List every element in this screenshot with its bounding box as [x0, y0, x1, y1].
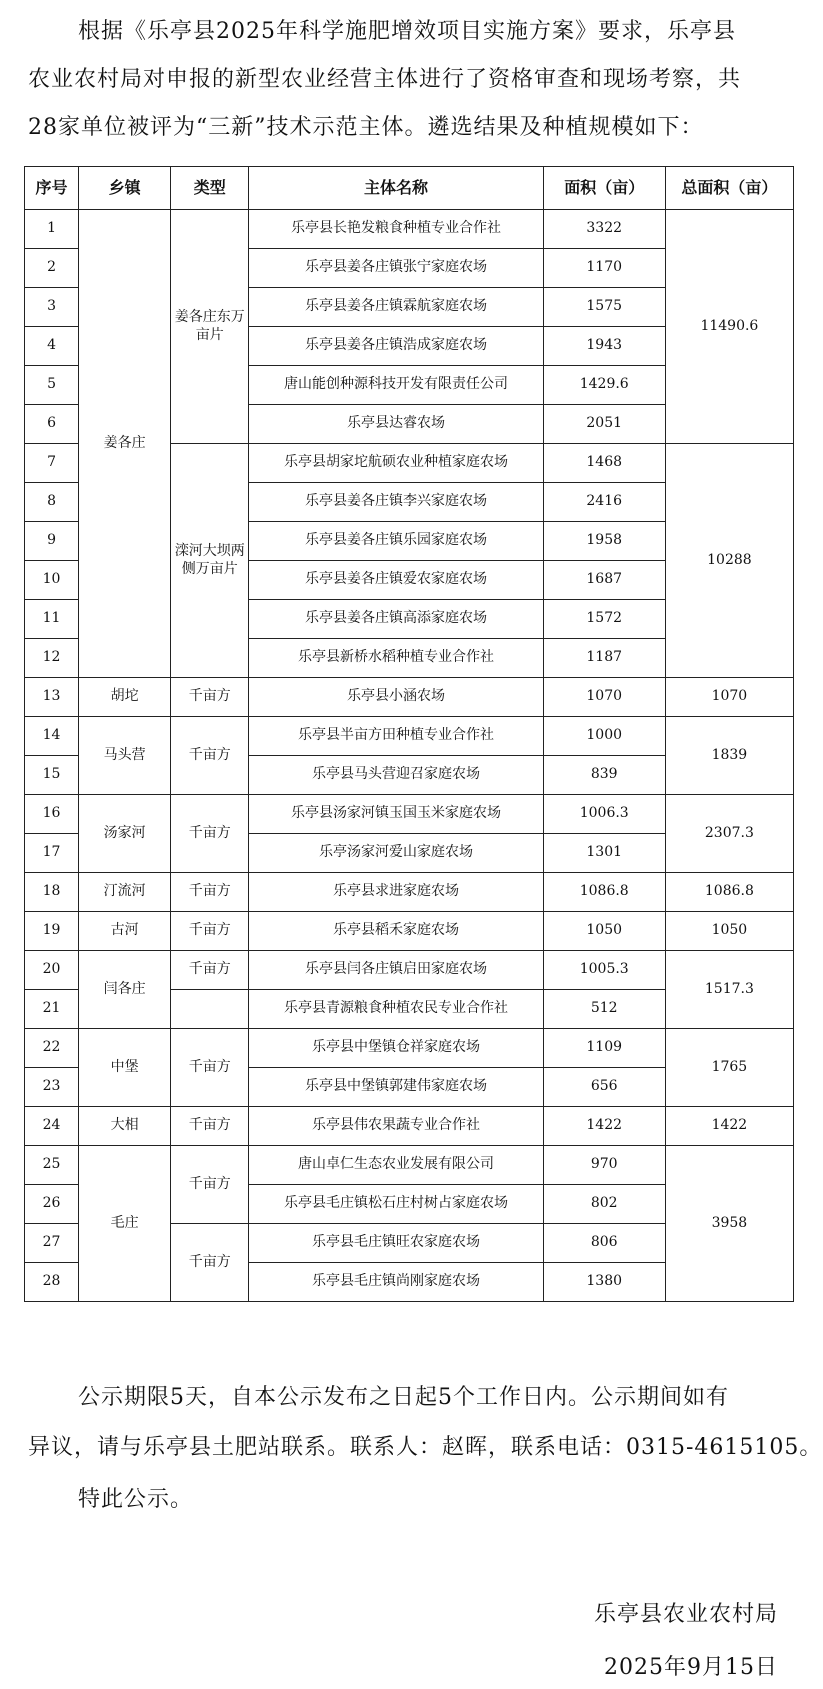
town-cell: 大相 — [79, 1107, 171, 1146]
total-area-cell: 1839 — [665, 717, 793, 795]
intro-line-1: 根据《乐亭县2025年科学施肥增效项目实施方案》要求，乐亭县 — [78, 19, 736, 44]
type-cell: 千亩方 — [171, 1029, 249, 1107]
total-area-cell: 1070 — [665, 678, 793, 717]
entity-name: 乐亭县青源粮食种植农民专业合作社 — [249, 990, 543, 1029]
total-area-cell: 11490.6 — [665, 210, 793, 444]
type-cell: 千亩方 — [171, 795, 249, 873]
area-cell: 1070 — [543, 678, 665, 717]
type-cell: 千亩方 — [171, 1224, 249, 1302]
intro-line-2: 农业农村局对申报的新型农业经营主体进行了资格审查和现场考察，共 — [28, 67, 742, 92]
row-no: 20 — [25, 951, 79, 990]
row-no: 19 — [25, 912, 79, 951]
area-cell: 2051 — [543, 405, 665, 444]
row-no: 21 — [25, 990, 79, 1029]
row-no: 18 — [25, 873, 79, 912]
entity-name: 乐亭县毛庄镇旺农家庭农场 — [249, 1224, 543, 1263]
total-area-cell: 3958 — [665, 1146, 793, 1302]
town-cell: 姜各庄 — [79, 210, 171, 678]
entity-name: 乐亭县小涵农场 — [249, 678, 543, 717]
row-no: 8 — [25, 483, 79, 522]
type-cell: 千亩方 — [171, 717, 249, 795]
row-no: 7 — [25, 444, 79, 483]
total-area-cell: 1050 — [665, 912, 793, 951]
area-cell: 1086.8 — [543, 873, 665, 912]
entity-name: 乐亭县闫各庄镇启田家庭农场 — [249, 951, 543, 990]
type-cell: 千亩方 — [171, 1107, 249, 1146]
header-town: 乡镇 — [79, 167, 171, 210]
type-cell: 千亩方 — [171, 678, 249, 717]
total-area-cell: 1086.8 — [665, 873, 793, 912]
row-no: 3 — [25, 288, 79, 327]
notice-line-2: 异议，请与乐亭县土肥站联系。联系人：赵晖，联系电话：0315-4615105。 — [28, 1435, 823, 1460]
row-no: 23 — [25, 1068, 79, 1107]
type-cell: 姜各庄东万亩片 — [171, 210, 249, 444]
row-no: 13 — [25, 678, 79, 717]
area-cell: 1000 — [543, 717, 665, 756]
entity-name: 乐亭县姜各庄镇爱农家庭农场 — [249, 561, 543, 600]
entity-name: 乐亭县马头营迎召家庭农场 — [249, 756, 543, 795]
row-no: 14 — [25, 717, 79, 756]
entity-name: 乐亭县汤家河镇玉国玉米家庭农场 — [249, 795, 543, 834]
area-cell: 839 — [543, 756, 665, 795]
row-no: 27 — [25, 1224, 79, 1263]
table-row — [25, 951, 794, 990]
header-total-area: 总面积（亩） — [665, 167, 793, 210]
row-no: 26 — [25, 1185, 79, 1224]
notice-line-1: 公示期限5天，自本公示发布之日起5个工作日内。公示期间如有 — [78, 1385, 729, 1410]
table-row — [25, 1107, 794, 1146]
type-cell: 千亩方 — [171, 1146, 249, 1224]
area-cell: 1958 — [543, 522, 665, 561]
row-no: 12 — [25, 639, 79, 678]
header-no: 序号 — [25, 167, 79, 210]
total-area-cell: 1517.3 — [665, 951, 793, 1029]
total-area-cell: 10288 — [665, 444, 793, 678]
entity-name: 唐山能创种源科技开发有限责任公司 — [249, 366, 543, 405]
table-row — [25, 717, 794, 756]
town-cell: 古河 — [79, 912, 171, 951]
intro-line-3: 28家单位被评为“三新”技术示范主体。遴选结果及种植规模如下： — [28, 115, 704, 140]
total-area-cell: 2307.3 — [665, 795, 793, 873]
area-cell: 1005.3 — [543, 951, 665, 990]
entity-name: 乐亭县姜各庄镇乐园家庭农场 — [249, 522, 543, 561]
entity-name: 唐山卓仁生态农业发展有限公司 — [249, 1146, 543, 1185]
entity-name: 乐亭县胡家坨航硕农业种植家庭农场 — [249, 444, 543, 483]
town-cell: 毛庄 — [79, 1146, 171, 1302]
table-row — [25, 912, 794, 951]
area-cell: 806 — [543, 1224, 665, 1263]
area-cell: 1050 — [543, 912, 665, 951]
type-cell: 千亩方 — [171, 873, 249, 912]
town-cell: 中堡 — [79, 1029, 171, 1107]
area-cell: 1943 — [543, 327, 665, 366]
type-cell-empty — [171, 990, 249, 1029]
header-type: 类型 — [171, 167, 249, 210]
signature-date: 2025年9月15日 — [604, 1655, 778, 1680]
type-cell: 滦河大坝两侧万亩片 — [171, 444, 249, 678]
total-area-cell: 1422 — [665, 1107, 793, 1146]
entity-name: 乐亭县求进家庭农场 — [249, 873, 543, 912]
table-row — [25, 1146, 794, 1185]
entity-name: 乐亭县稻禾家庭农场 — [249, 912, 543, 951]
notice-line-3: 特此公示。 — [78, 1487, 194, 1512]
results-table — [24, 166, 794, 1302]
table-header-row — [25, 167, 794, 210]
town-cell: 胡坨 — [79, 678, 171, 717]
area-cell: 1422 — [543, 1107, 665, 1146]
area-cell: 1687 — [543, 561, 665, 600]
entity-name: 乐亭县姜各庄镇浩成家庭农场 — [249, 327, 543, 366]
entity-name: 乐亭县毛庄镇尚刚家庭农场 — [249, 1263, 543, 1302]
row-no: 9 — [25, 522, 79, 561]
table-row — [25, 795, 794, 834]
area-cell: 1170 — [543, 249, 665, 288]
area-cell: 1429.6 — [543, 366, 665, 405]
row-no: 6 — [25, 405, 79, 444]
row-no: 10 — [25, 561, 79, 600]
row-no: 4 — [25, 327, 79, 366]
town-cell: 汀流河 — [79, 873, 171, 912]
area-cell: 1109 — [543, 1029, 665, 1068]
area-cell: 656 — [543, 1068, 665, 1107]
table-row — [25, 678, 794, 717]
entity-name: 乐亭县新桥水稻种植专业合作社 — [249, 639, 543, 678]
entity-name: 乐亭县姜各庄镇李兴家庭农场 — [249, 483, 543, 522]
type-cell: 千亩方 — [171, 912, 249, 951]
header-area: 面积（亩） — [543, 167, 665, 210]
area-cell: 3322 — [543, 210, 665, 249]
entity-name: 乐亭县姜各庄镇高添家庭农场 — [249, 600, 543, 639]
row-no: 1 — [25, 210, 79, 249]
area-cell: 802 — [543, 1185, 665, 1224]
row-no: 5 — [25, 366, 79, 405]
area-cell: 970 — [543, 1146, 665, 1185]
area-cell: 512 — [543, 990, 665, 1029]
entity-name: 乐亭县半亩方田种植专业合作社 — [249, 717, 543, 756]
entity-name: 乐亭汤家河爱山家庭农场 — [249, 834, 543, 873]
row-no: 22 — [25, 1029, 79, 1068]
entity-name: 乐亭县伟农果蔬专业合作社 — [249, 1107, 543, 1146]
row-no: 15 — [25, 756, 79, 795]
row-no: 17 — [25, 834, 79, 873]
type-cell: 千亩方 — [171, 951, 249, 990]
entity-name: 乐亭县长艳发粮食种植专业合作社 — [249, 210, 543, 249]
row-no: 25 — [25, 1146, 79, 1185]
row-no: 16 — [25, 795, 79, 834]
signature-org: 乐亭县农业农村局 — [593, 1602, 778, 1627]
area-cell: 1006.3 — [543, 795, 665, 834]
entity-name: 乐亭县中堡镇郭建伟家庭农场 — [249, 1068, 543, 1107]
entity-name: 乐亭县姜各庄镇张宁家庭农场 — [249, 249, 543, 288]
entity-name: 乐亭县中堡镇仓祥家庭农场 — [249, 1029, 543, 1068]
row-no: 2 — [25, 249, 79, 288]
area-cell: 1572 — [543, 600, 665, 639]
area-cell: 1301 — [543, 834, 665, 873]
town-cell: 闫各庄 — [79, 951, 171, 1029]
area-cell: 1380 — [543, 1263, 665, 1302]
entity-name: 乐亭县达睿农场 — [249, 405, 543, 444]
total-area-cell: 1765 — [665, 1029, 793, 1107]
row-no: 11 — [25, 600, 79, 639]
table-row — [25, 210, 794, 249]
row-no: 24 — [25, 1107, 79, 1146]
town-cell: 马头营 — [79, 717, 171, 795]
town-cell: 汤家河 — [79, 795, 171, 873]
table-row — [25, 873, 794, 912]
header-name: 主体名称 — [249, 167, 543, 210]
area-cell: 1187 — [543, 639, 665, 678]
area-cell: 1575 — [543, 288, 665, 327]
entity-name: 乐亭县毛庄镇松石庄村树占家庭农场 — [249, 1185, 543, 1224]
table-row — [25, 1029, 794, 1068]
entity-name: 乐亭县姜各庄镇霖航家庭农场 — [249, 288, 543, 327]
area-cell: 1468 — [543, 444, 665, 483]
row-no: 28 — [25, 1263, 79, 1302]
area-cell: 2416 — [543, 483, 665, 522]
